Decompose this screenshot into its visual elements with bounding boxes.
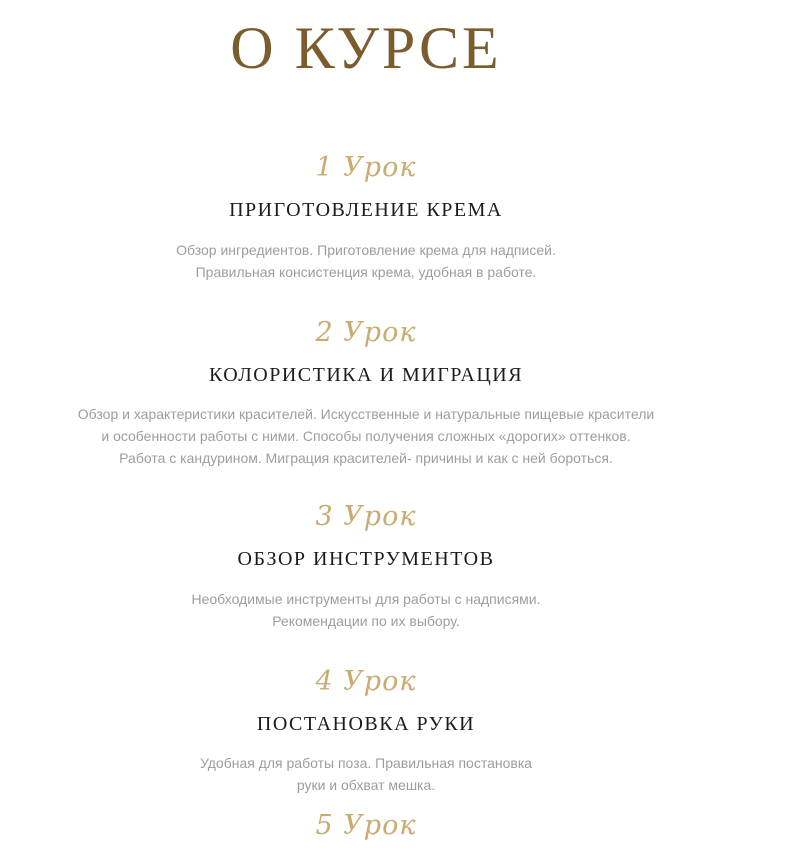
lesson-section-5: [0, 804, 732, 848]
lesson-description-line: Рекомендации по их выбору.: [272, 612, 460, 629]
lesson-number-label: 2 Урок: [315, 316, 417, 348]
lesson-section-3: [0, 495, 732, 632]
lesson-number-label: 4 Урок: [315, 665, 417, 697]
lesson-description-line: Обзор ингредиентов. Приготовление крема для надписей.: [176, 241, 556, 258]
lesson-description: [0, 752, 732, 796]
lesson-description-line: Работа с кандурином. Миграция красителей- причины и как с ней бороться.: [119, 450, 613, 467]
lesson-title: КОЛОРИСТИКА И МИГРАЦИЯ: [208, 363, 524, 386]
lesson-title: ПРИГОТОВЛЕНИЕ КРЕМА: [229, 199, 503, 221]
lesson-description-line: Обзор и характеристики красителей. Искусственные и натуральные пищевые красители: [77, 406, 655, 423]
lesson-description: [0, 239, 732, 283]
lesson-number-label: 1 Урок: [315, 152, 417, 183]
page-title: О КУРСЕ: [230, 15, 502, 81]
course-page: [0, 15, 800, 842]
lesson-description-line: Правильная консистенция крема, удобная в работе.: [195, 263, 537, 280]
lesson-description: [0, 588, 732, 632]
lesson-description: [0, 403, 732, 469]
lesson-section-4: [0, 660, 732, 797]
lesson-description-line: и особенности работы с ними. Способы получения сложных «дорогих» оттенков.: [101, 428, 631, 445]
about-course-section: [0, 16, 732, 848]
lesson-section-2: [0, 311, 732, 470]
next-lesson-label-partial: 5 Урок: [315, 810, 417, 842]
lesson-number-label: 3 Урок: [315, 501, 417, 533]
lesson-description-line: Удобная для работы поза. Правильная постановка: [199, 755, 533, 772]
lesson-title: ПОСТАНОВКА РУКИ: [256, 712, 476, 735]
lesson-section-1: [0, 146, 732, 283]
lesson-description-line: Необходимые инструменты для работы с надписями.: [191, 590, 541, 607]
lesson-description-line: руки и обхват мешка.: [296, 777, 436, 794]
lesson-title: ОБЗОР ИНСТРУМЕНТОВ: [237, 548, 495, 571]
